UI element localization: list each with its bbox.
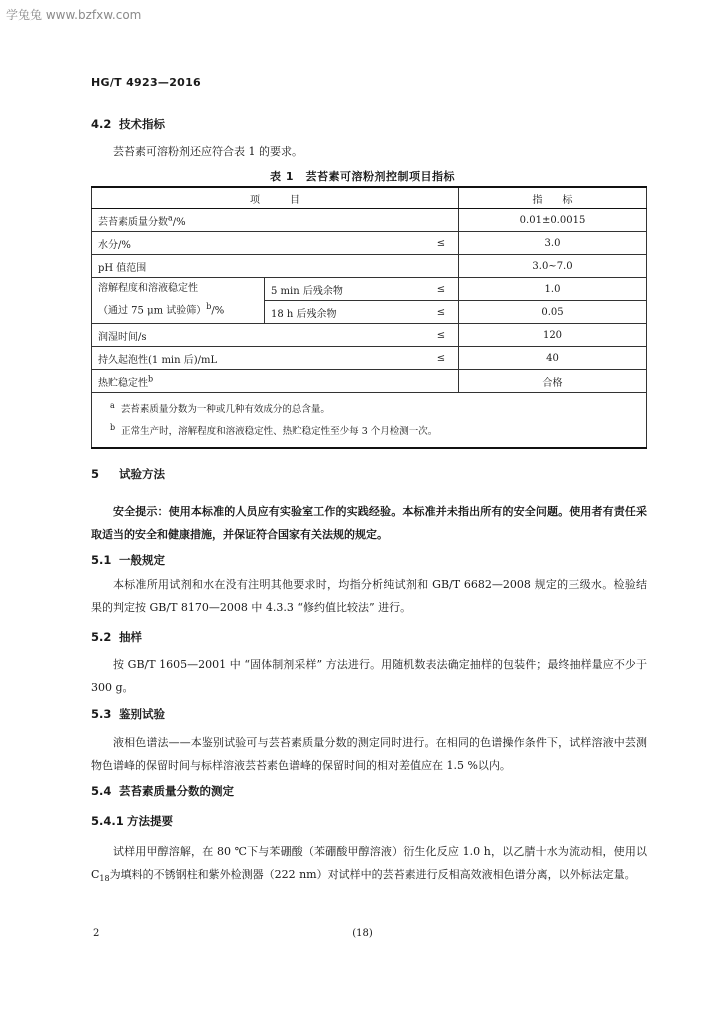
symbol-cell: ≤ bbox=[424, 347, 459, 370]
table-row bbox=[92, 232, 647, 255]
header-item: 项 目 bbox=[92, 187, 459, 209]
item-cell: 润湿时间/s bbox=[92, 324, 425, 347]
table-row bbox=[92, 255, 647, 278]
symbol-cell: ≤ bbox=[424, 324, 459, 347]
paragraph-5-3: 液相色谱法——本鉴别试验可与芸苔素质量分数的测定同时进行。在相同的色谱操作条件下，试样溶液中芸测物色谱峰的保留时间与标样溶液芸苔素色谱峰的保留时间的相对差值应在 1.5 %以内。 bbox=[91, 736, 647, 772]
item-cell: 芸苔素质量分数$^a$/% bbox=[92, 209, 459, 232]
sub-item-cell: 18 h 后残余物 bbox=[265, 301, 425, 324]
header-value: 指 标 bbox=[459, 187, 647, 209]
safety-note: 安全提示：使用本标准的人员应有实验室工作的实践经验。本标准并未指出所有的安全问题。使用者有责任采取适当的安全和健康措施，并保证符合国家有关法规的规定。 bbox=[91, 505, 647, 541]
watermark: 学兔兔 www.bzfxw.com bbox=[6, 8, 142, 22]
value-cell: 120 bbox=[459, 324, 647, 347]
table-row bbox=[92, 347, 647, 370]
paragraph-5-1: 本标准所用试剂和水在没有注明其他要求时，均指分析纯试剂和 GB/T 6682—2008 规定的三级水。检验结果的判定按 GB/T 8170—2008 中 4.3.3 “修约值比较法” 进行。 bbox=[91, 578, 647, 614]
paragraph-4-2: 芸苔素可溶粉剂还应符合表 1 的要求。 bbox=[113, 145, 303, 158]
section-title: 技术指标 bbox=[119, 117, 165, 131]
symbol-cell: ≤ bbox=[424, 301, 459, 324]
value-cell: 40 bbox=[459, 347, 647, 370]
heading-5 bbox=[91, 466, 165, 482]
value-cell: 0.01±0.0015 bbox=[459, 209, 647, 232]
table-title: 表 1 芸苔素可溶粉剂控制项目指标 bbox=[270, 170, 455, 183]
paragraph-5-4-1: 试样用甲醇溶解，在 80 ℃下与苯硼酸（苯硼酸甲醇溶液）衍生化反应 1.0 h，以乙腈十水为流动相，使用以 $C_{18}$为填料的不锈钢柱和紫外检测器（222 nm）对试样中的芸苔素进行反相高效液相色谱分离，以外标法定量。 bbox=[91, 845, 647, 884]
heading-5-4-1: 5.4.1 方法提要 bbox=[91, 814, 173, 828]
page-mark: (18) bbox=[352, 928, 373, 939]
note-a: $^a$ 芸苔素质量分数为一种或几种有效成分的总含量。 bbox=[110, 401, 330, 416]
value-cell: 3.0~7.0 bbox=[459, 255, 647, 278]
item-cell: 热贮稳定性$^b$ bbox=[92, 370, 459, 393]
heading-4-2 bbox=[91, 116, 165, 132]
table-row bbox=[92, 209, 647, 232]
heading-5-3: 5.3 鉴别试验 bbox=[91, 707, 165, 721]
paragraph-5-2: 按 GB/T 1605—2001 中 “固体制剂采样” 方法进行。用随机数表法确定抽样的包装件；最终抽样量应不少于 300 g。 bbox=[91, 658, 647, 694]
symbol-cell: ≤ bbox=[424, 232, 459, 255]
heading-5-2: 5.2 抽样 bbox=[91, 630, 142, 644]
table-row bbox=[92, 278, 647, 301]
item-cell: pH 值范围 bbox=[92, 255, 459, 278]
section-number: 5 bbox=[91, 467, 100, 481]
heading-5-4: 5.4 芸苔素质量分数的测定 bbox=[91, 784, 234, 798]
table-row bbox=[92, 370, 647, 393]
symbol-cell: ≤ bbox=[424, 278, 459, 301]
item-cell: 水分/% bbox=[92, 232, 425, 255]
spec-table bbox=[91, 186, 647, 449]
heading-5-1: 5.1 一般规定 bbox=[91, 553, 165, 567]
page-number: 2 bbox=[93, 928, 100, 939]
value-cell: 合格 bbox=[459, 370, 647, 393]
table-row bbox=[92, 324, 647, 347]
section-number: 4.2 bbox=[91, 117, 112, 131]
sub-item-cell: 5 min 后残余物 bbox=[265, 278, 425, 301]
standard-code: HG/T 4923—2016 bbox=[91, 76, 202, 89]
table-notes-row bbox=[92, 393, 647, 449]
note-b: $^b$ 正常生产时，溶解程度和溶液稳定性、热贮稳定性至少每 3 个月检测一次。 bbox=[110, 423, 438, 438]
item-cell: 持久起泡性(1 min 后)/mL bbox=[92, 347, 425, 370]
section-title: 试验方法 bbox=[119, 467, 165, 481]
item-cell: 溶解程度和溶液稳定性 （通过 75 μm 试验筛）$^b$/% bbox=[92, 278, 265, 324]
value-cell: 0.05 bbox=[459, 301, 647, 324]
table-notes bbox=[92, 393, 647, 449]
value-cell: 3.0 bbox=[459, 232, 647, 255]
value-cell: 1.0 bbox=[459, 278, 647, 301]
